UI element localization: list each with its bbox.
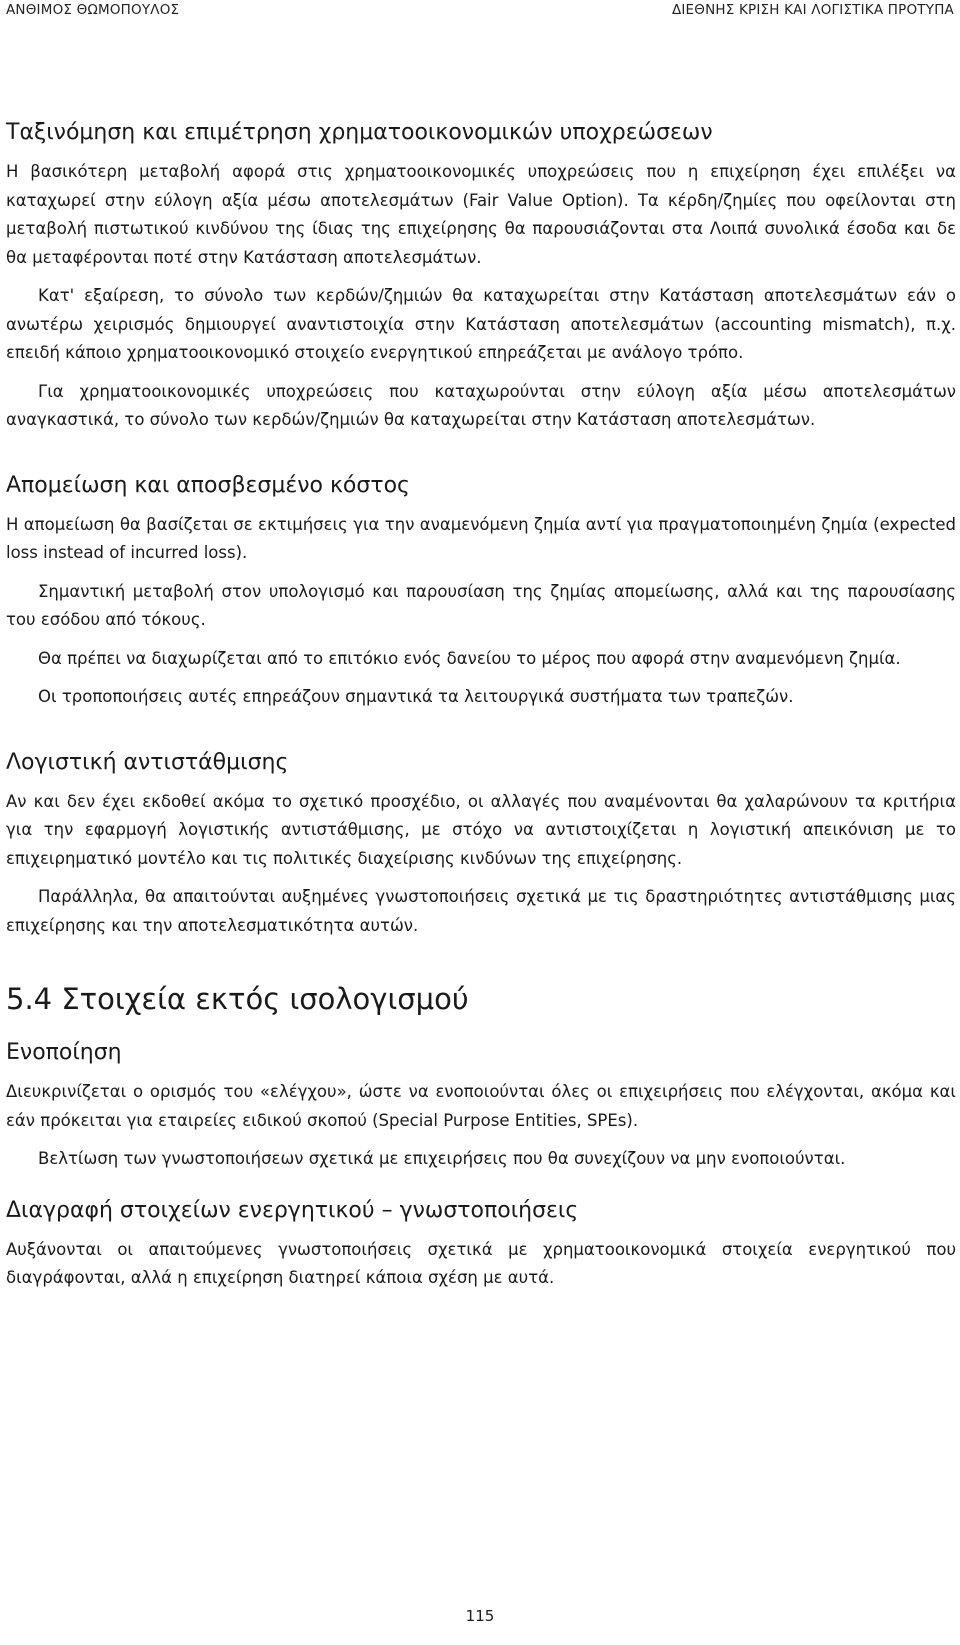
paragraph: Παράλληλα, θα απαιτούνται αυξημένες γνωστοποιήσεις σχετικά με τις δραστηριότητες αντιστάθμισης μιας επιχείρησης και την αποτελεσματικότητα αυτών. (6, 887, 956, 935)
paragraph: Αυξάνονται οι απαιτούμενες γνωστοποιήσεις σχετικά με χρηματοοικονομικά στοιχεία ενεργητικού που διαγράφονται, αλλά η επιχείρηση διατηρεί κάποια σχέση με αυτά. (6, 1239, 956, 1287)
section-heading: Απομείωση και αποσβεσμένο κόστος (6, 472, 410, 498)
paragraph: Οι τροποποιήσεις αυτές επηρεάζουν σημαντικά τα λειτουργικά συστήματα των τραπεζών. (38, 687, 794, 706)
paragraph: Κατ' εξαίρεση, το σύνολο των κερδών/ζημιών θα καταχωρείται στην Κατάσταση αποτελεσμάτων εάν ο ανωτέρω χειρισμός δημιουργεί αναντιστοιχία στην Κατάσταση αποτελεσμάτων (accounting mismatch), π.χ. επειδή κάποιο χρηματοοικονομικό στοιχείο ενεργητικού επηρεάζεται με ανάλογο τρόπο. (6, 286, 956, 362)
paragraph: Αν και δεν έχει εκδοθεί ακόμα το σχετικό προσχέδιο, οι αλλαγές που αναμένονται θα χαλαρώνουν τα κριτήρια για την εφαρμογή λογιστικής αντιστάθμισης, με στόχο να αντιστοιχίζεται η λογιστική απεικόνιση με το επιχειρηματικό μοντέλο και τις πολιτικές διαχείρισης κινδύνων της επιχείρησης. (6, 791, 956, 868)
section-classification (6, 118, 956, 435)
header-book-title: ΔΙΕΘΝΗΣ ΚΡΙΣΗ ΚΑΙ ΛΟΓΙΣΤΙΚΑ ΠΡΟΤΥΠΑ (671, 2, 954, 18)
page-number: 115 (465, 1607, 495, 1625)
paragraph: Για χρηματοοικονομικές υποχρεώσεις που καταχωρούνται στην εύλογη αξία μέσω αποτελεσμάτων αναγκαστικά, το σύνολο των κερδών/ζημιών θα καταχωρείται στην Κατάσταση αποτελεσμάτων. (6, 381, 956, 429)
paragraph: Η απομείωση θα βασίζεται σε εκτιμήσεις για την αναμενόμενη ζημία αντί για πραγματοποιημένη ζημία (expected loss instead of incurred loss). (6, 514, 956, 562)
section-heading: Διαγραφή στοιχείων ενεργητικού – γνωστοποιήσεις (6, 1197, 579, 1223)
section-consolidation (6, 1038, 956, 1174)
section-derecognition (6, 1196, 956, 1293)
chapter-off-balance (6, 980, 956, 1018)
running-header (6, 2, 954, 22)
header-author: ΑΝΘΙΜΟΣ ΘΩΜΟΠΟΥΛΟΣ (6, 2, 180, 18)
paragraph: Η βασικότερη μεταβολή αφορά στις χρηματοοικονομικές υποχρεώσεις που η επιχείρηση έχει επιλέξει να καταχωρεί στην εύλογη αξία μέσω αποτελεσμάτων (Fair Value Option). Τα κέρδη/ζημίες που οφείλονται στη μεταβολή πιστωτικού κινδύνου της ίδιας της επιχείρησης θα παρουσιάζονται στα Λοιπά συνολικά έσοδα και δε θα μεταφέρονται ποτέ στην Κατάσταση αποτελεσμάτων. (6, 162, 956, 267)
section-heading: Λογιστική αντιστάθμισης (6, 749, 289, 775)
paragraph: Διευκρινίζεται ο ορισμός του «ελέγχου», ώστε να ενοποιούνται όλες οι επιχειρήσεις που ελέγχονται, ακόμα και εάν πρόκειται για εταιρείες ειδικού σκοπού (Special Purpose Entities, SPEs). (6, 1082, 956, 1130)
paragraph: Σημαντική μεταβολή στον υπολογισμό και παρουσίαση της ζημίας απομείωσης, αλλά και της παρουσίασης του εσόδου από τόκους. (6, 581, 956, 629)
paragraph: Θα πρέπει να διαχωρίζεται από το επιτόκιο ενός δανείου το μέρος που αφορά στην αναμενόμενη ζημία. (38, 648, 901, 668)
chapter-heading: 5.4 Στοιχεία εκτός ισολογισμού (6, 982, 469, 1016)
section-heading: Ταξινόμηση και επιμέτρηση χρηματοοικονομικών υποχρεώσεων (6, 120, 713, 145)
page-content (6, 118, 956, 1303)
section-hedge-accounting (6, 748, 956, 941)
section-impairment (6, 471, 956, 712)
section-heading: Ενοποίηση (6, 1040, 122, 1065)
paragraph: Βελτίωση των γνωστοποιήσεων σχετικά με επιχειρήσεις που θα συνεχίζουν να μην ενοποιούνται. (38, 1149, 846, 1168)
